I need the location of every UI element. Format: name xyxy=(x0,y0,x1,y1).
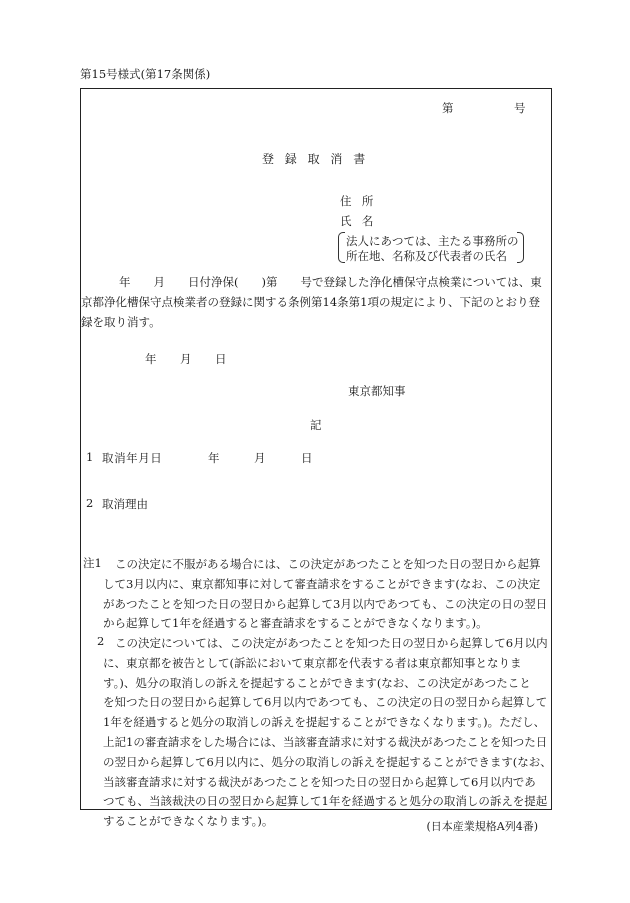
date-year: 年 xyxy=(145,352,157,366)
date-month: 月 xyxy=(180,352,192,366)
corporation-note-line-1: 法人にあつては、主たる事務所の xyxy=(346,234,519,248)
note2-line: することができなくなります。)。 xyxy=(103,814,274,829)
note2-line: この決定については、この決定があつたことを知つた日の翌日から起算して6月以内 xyxy=(115,636,548,650)
document-title: 登録取消書 xyxy=(262,152,377,166)
note2-line: 1年を経過すると処分の取消しの訴えを提起することができなくなります。)。ただし、 xyxy=(103,715,546,730)
note2-line: を知つた日の翌日から起算して6月以内であつても、この決定の日の翌日から起算して xyxy=(103,695,548,710)
ki-heading: 記 xyxy=(310,418,322,432)
note2-line: 上記1の審査請求をした場合には、当該審査請求に対する裁決があつたことを知つた日 xyxy=(103,734,548,749)
corporation-note-line-2: 所在地、名称及び代表者の氏名 xyxy=(346,249,507,263)
note2-line: に、東京都を被告として(訴訟において東京都を代表する者は東京都知事となりま xyxy=(103,655,522,670)
left-bracket xyxy=(338,232,345,263)
item1-number: 1 xyxy=(86,450,94,464)
note2-line: す。)、処分の取消しの訴えを提起することができます(なお、この決定があつたこと xyxy=(103,675,531,690)
item1-year: 年 xyxy=(208,451,220,465)
form-number-header: 第15号様式(第17条関係) xyxy=(80,67,211,81)
note1-line: この決定に不服がある場合には、この決定があつたことを知つた日の翌日から起算 xyxy=(115,557,541,571)
item1-month: 月 xyxy=(254,451,266,465)
item2-number: 2 xyxy=(86,496,94,510)
note1-body xyxy=(103,555,547,634)
paper-size-footer: (日本産業規格A列4番) xyxy=(426,820,538,833)
note1-line: から起算して1年を経過すると審査請求をすることができなくなります。)。 xyxy=(103,616,488,631)
note2-line: つても、当該裁決の日の翌日から起算して1年を経過すると処分の取消しの訴えを提起 xyxy=(103,794,548,809)
item2-label: 取消理由 xyxy=(102,497,148,511)
name-label: 氏名 xyxy=(340,214,384,228)
issuer: 東京都知事 xyxy=(348,384,406,398)
note2-body xyxy=(103,634,552,832)
note1-prefix: 注1 xyxy=(83,556,102,570)
doc-number-go: 号 xyxy=(514,101,526,115)
note1-line: して3月以内に、東京都知事に対して審査請求をすることができます(なお、この決定 xyxy=(103,576,541,591)
item1-label: 取消年月日 xyxy=(102,451,163,465)
body-paragraph xyxy=(81,272,551,332)
date-day: 日 xyxy=(215,352,227,366)
item1-day: 日 xyxy=(301,451,313,465)
address-label: 住所 xyxy=(340,194,384,208)
body-line: 録を取り消す。 xyxy=(81,315,161,329)
note2-prefix: 2 xyxy=(97,634,105,648)
corporation-note xyxy=(338,232,524,263)
doc-number-dai: 第 xyxy=(442,101,454,115)
body-line: 年 月 日付浄保( )第 号で登録した浄化槽保守点検業については、東 xyxy=(119,275,542,289)
note2-line: の翌日から起算して6月以内に、処分の取消しの訴えを提起することができます(なお、 xyxy=(103,754,552,769)
body-line: 京都浄化槽保守点検業者の登録に関する条例第14条第1項の規定により、下記のとおり登 xyxy=(81,295,540,309)
note2-line: 当該審査請求に対する裁決があつたことを知つた日の翌日から起算して6月以内であ xyxy=(103,774,536,789)
note1-line: があつたことを知つた日の翌日から起算して3月以内であつても、この決定の日の翌日 xyxy=(103,596,548,611)
